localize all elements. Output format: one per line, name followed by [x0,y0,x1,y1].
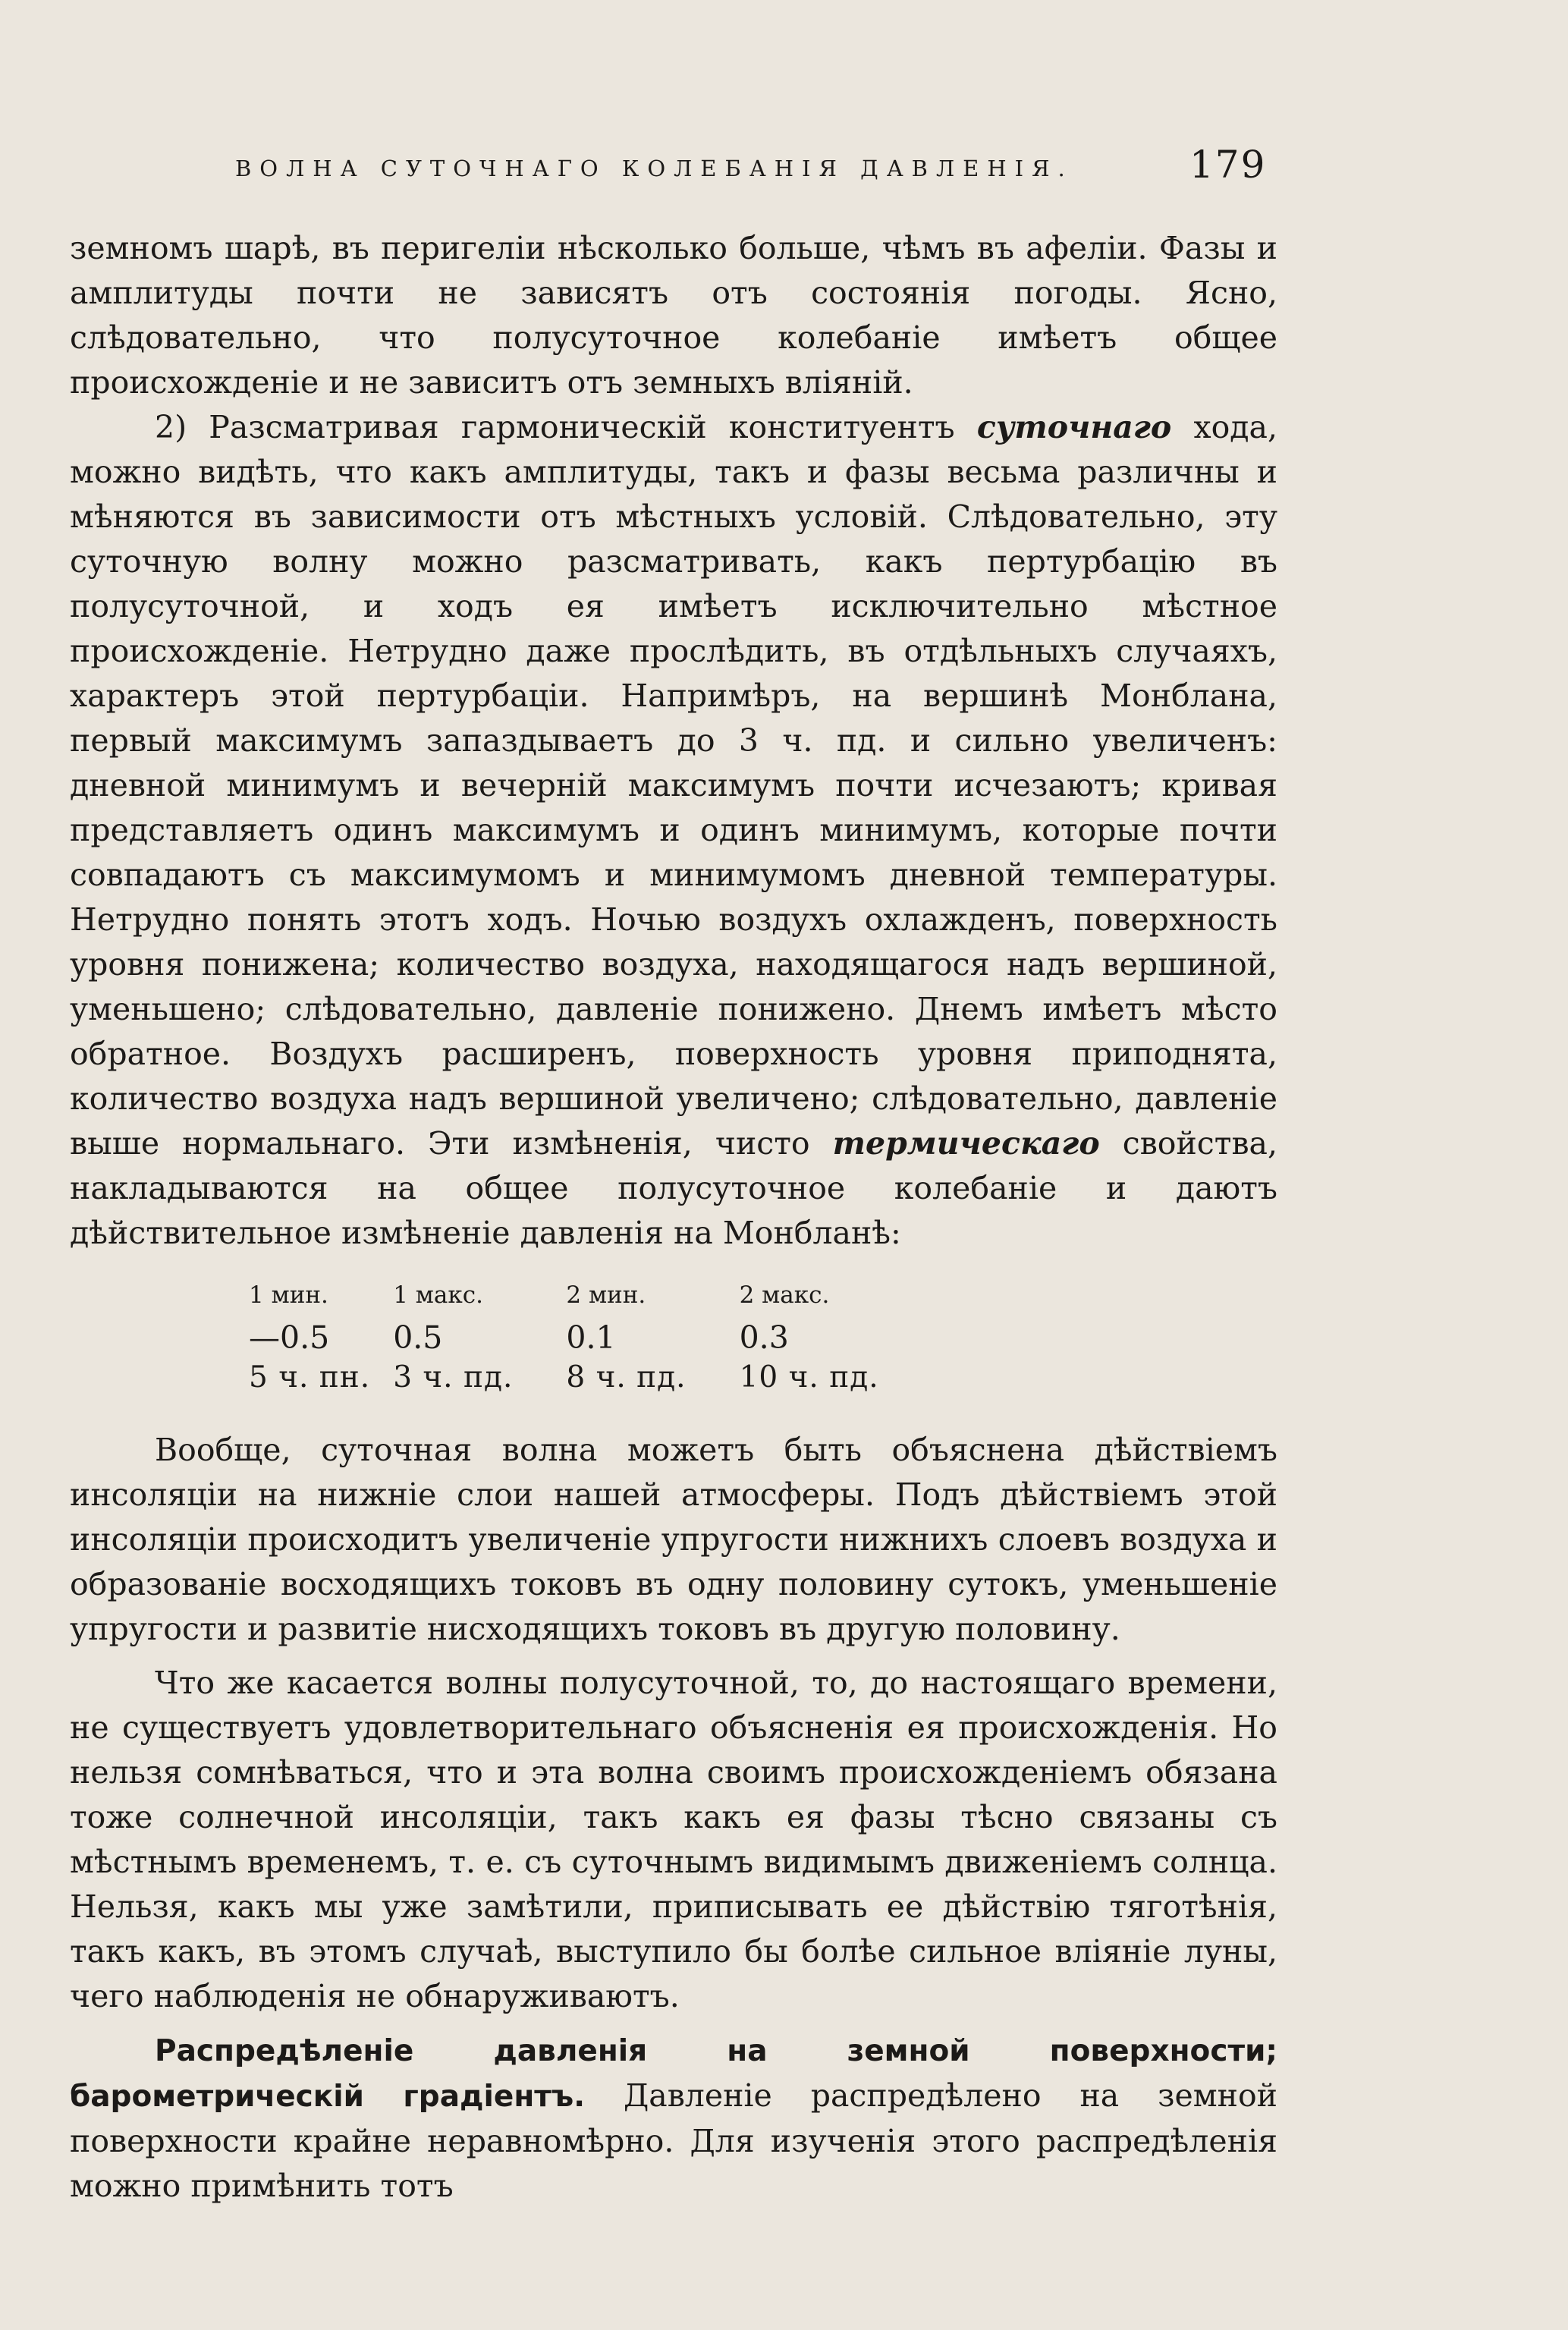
paragraph-2-emphasis-termicheskago: термическаго [832,1125,1100,1162]
table-row-times [249,1360,932,1399]
table-header-cell: 1 мин. [249,1281,328,1309]
body-text [70,226,1277,2209]
paragraph-5 [70,2028,1277,2209]
paragraph-4: Что же касается волны полусуточной, то, до настоящаго времени, не существуетъ удовлетворительнаго объясненія ея происхожденія. Но нельзя сомнѣваться, что и эта волна своимъ происхожденіемъ обязана тоже солнечной инсоляціи, такъ какъ ея фазы тѣсно связаны съ мѣстнымъ временемъ, т. е. съ суточнымъ видимымъ движеніемъ солнца. Нельзя, какъ мы уже замѣтили, приписывать ее дѣйствію тяготѣнія, такъ какъ, въ этомъ случаѣ, выступило бы болѣе сильное вліяніе луны, чего наблюденія не обнаруживаютъ. [70,1665,1277,2014]
paragraph-1: земномъ шарѣ, въ перигеліи нѣсколько больше, чѣмъ въ афеліи. Фазы и амплитуды почти не зависятъ отъ состоянія погоды. Ясно, слѣдовательно, что полусуточное колебаніе имѣетъ общее происхожденіе и не зависитъ отъ земныхъ вліяній. [70,230,1277,401]
table-header-row [249,1281,932,1319]
table-cell: 3 ч. пд. [393,1360,514,1395]
section-heading: Распредѣленіе давленія на земной поверхности; барометрическій градіентъ. [70,2034,1277,2114]
paragraph-2-end: свойства, накладываются на общее полусуточное колебаніе и даютъ дѣйствительное измѣненіе давленія на Монбланѣ: [70,1125,1278,1251]
table-cell: 0.3 [739,1319,789,1356]
paragraph-5-text: Давленіе распредѣлено на земной поверхности крайне неравномѣрно. Для изученія этого распредѣленія можно примѣнить тотъ [70,2077,1277,2204]
paragraph-3: Вообще, суточная волна можетъ быть объяснена дѣйствіемъ инсоляціи на нижніе слои нашей атмосферы. Подъ дѣйствіемъ этой инсоляціи происходитъ увеличеніе упругости нижнихъ слоевъ воздуха и образованіе восходящихъ токовъ въ одну половину сутокъ, уменьшеніе упругости и развитіе нисходящихъ токовъ въ другую половину. [70,1432,1277,1647]
running-title: ВОЛНА СУТОЧНАГО КОЛЕБАНІЯ ДАВЛЕНІЯ. [235,156,1073,181]
table-row-values [249,1319,932,1360]
table-header-cell: 1 макс. [393,1281,483,1309]
page-number: 179 [1189,143,1267,187]
paragraph-2-start: 2) Разсматривая гармоническій конституентъ [155,409,977,445]
pressure-table [249,1281,932,1399]
table-cell: 0.1 [566,1319,616,1356]
table-cell: —0.5 [249,1319,330,1356]
table-header-cell: 2 макс. [739,1281,830,1309]
table-cell: 8 ч. пд. [566,1360,687,1395]
paragraph-2 [70,405,1277,1256]
paragraph-2-emphasis-sutochnago: суточнаго [976,409,1172,445]
table-cell: 5 ч. пн. [249,1360,371,1395]
table-header-cell: 2 мин. [566,1281,646,1309]
table-cell: 10 ч. пд. [739,1360,879,1395]
table-cell: 0.5 [393,1319,443,1356]
paragraph-2-middle: хода, можно видѣть, что какъ амплитуды, такъ и фазы весьма различны и мѣняются въ зависимости отъ мѣстныхъ условій. Слѣдовательно, эту суточную волну можно разсматривать, какъ пертурбацію въ полусуточной, и ходъ ея имѣетъ исключительно мѣстное происхожденіе. Нетрудно даже прослѣдить, въ отдѣльныхъ случаяхъ, характеръ этой пертурбаціи. Напримѣръ, на вершинѣ Монблана, первый максимумъ запаздываетъ до 3 ч. пд. и сильно увеличенъ: дневной минимумъ и вечерній максимумъ почти исчезаютъ; кривая представляетъ одинъ максимумъ и одинъ минимумъ, которые почти совпадаютъ съ максимумомъ и минимумомъ дневной температуры. Нетрудно понять этотъ ходъ. Ночью воздухъ охлажденъ, поверхность уровня понижена; количество воздуха, находящагося надъ вершиной, уменьшено; слѣдовательно, давленіе понижено. Днемъ имѣетъ мѣсто обратное. Воздухъ расширенъ, поверхность уровня приподнята, количество воздуха надъ вершиной увеличено; слѣдовательно, давленіе выше нормальнаго. Эти измѣненія, чисто [70,409,1277,1162]
